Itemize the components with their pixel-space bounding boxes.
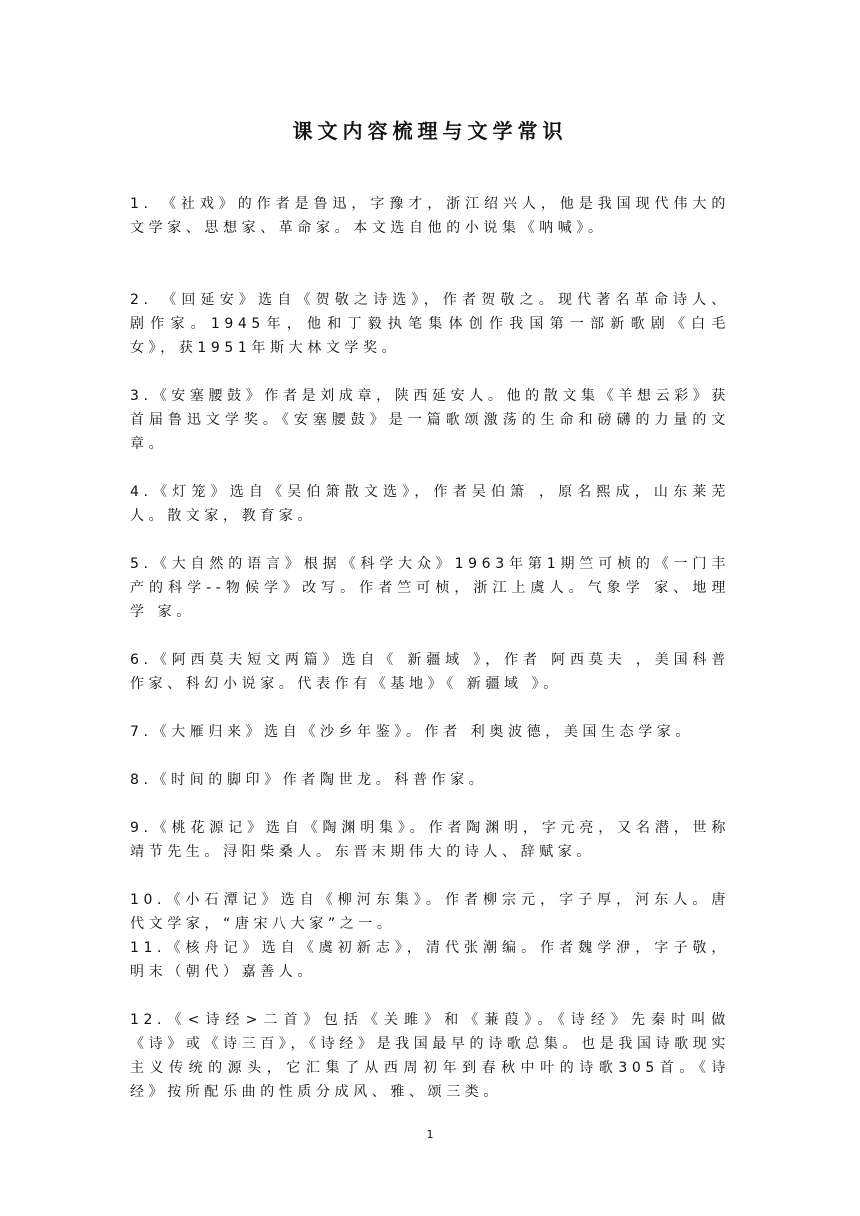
paragraph-12: 12.《<诗经>二首》包括《关雎》和《蒹葭》。《诗经》先秦时叫做《诗》或《诗三百》，《诗经》是我国最早的诗歌总集。也是我国诗歌现实主义传统的源头，它汇集了从西周初年到春秋中叶的诗歌305首。《诗经》按所配乐曲的性质分成风、雅、颂三类。 (130, 1012, 730, 1100)
paragraph-8: 8.《时间的脚印》作者陶世龙。科普作家。 (130, 772, 488, 788)
paragraph-5: 5.《大自然的语言》根据《科学大众》1963年第1期竺可桢的《一门丰产的科学--物候学》改写。作者竺可桢，浙江上虞人。气象学 家、地理学 家。 (130, 556, 730, 620)
paragraph-11: 11.《核舟记》选自《虞初新志》，清代张潮编。作者魏学洢，字子敬，明末（朝代）嘉善人。 (130, 940, 730, 980)
paragraph-2: 2. 《回延安》选自《贺敬之诗选》，作者贺敬之。现代著名革命诗人、剧作家。1945年，他和丁毅执笔集体创作我国第一部新歌剧《白毛女》，获1951年斯大林文学奖。 (130, 292, 730, 356)
paragraph-10: 10.《小石潭记》选自《柳河东集》。作者柳宗元，字子厚，河东人。唐代文学家，“唐宋八大家”之一。 (130, 892, 730, 932)
paragraph-7: 7.《大雁归来》选自《沙乡年鉴》。作者 利奥波德，美国生态学家。 (130, 724, 695, 740)
paragraph-9: 9.《桃花源记》选自《陶渊明集》。作者陶渊明，字元亮，又名潜，世称靖节先生。浔阳柴桑人。东晋末期伟大的诗人、辞赋家。 (130, 820, 730, 860)
paragraph-1: 1. 《社戏》的作者是鲁迅，字豫才，浙江绍兴人，他是我国现代伟大的文学家、思想家、革命家。本文选自他的小说集《呐喊》。 (130, 196, 730, 236)
document-title: 课文内容梳理与文学常识 (292, 119, 568, 143)
paragraph-3: 3.《安塞腰鼓》作者是刘成章，陕西延安人。他的散文集《羊想云彩》获首届鲁迅文学奖。《安塞腰鼓》是一篇歌颂激荡的生命和磅礴的力量的文章。 (130, 388, 730, 452)
paragraph-6: 6.《阿西莫夫短文两篇》选自《 新疆域 》，作者 阿西莫夫 ，美国科普作家、科幻小说家。代表作有《基地》《 新疆域 》。 (130, 652, 730, 692)
paragraph-4: 4.《灯笼》选自《吴伯箫散文选》，作者吴伯箫 ，原名熙成，山东莱芜人。散文家，教育家。 (130, 484, 730, 524)
document-body (130, 192, 730, 1104)
page-number: 1 (426, 1128, 434, 1141)
